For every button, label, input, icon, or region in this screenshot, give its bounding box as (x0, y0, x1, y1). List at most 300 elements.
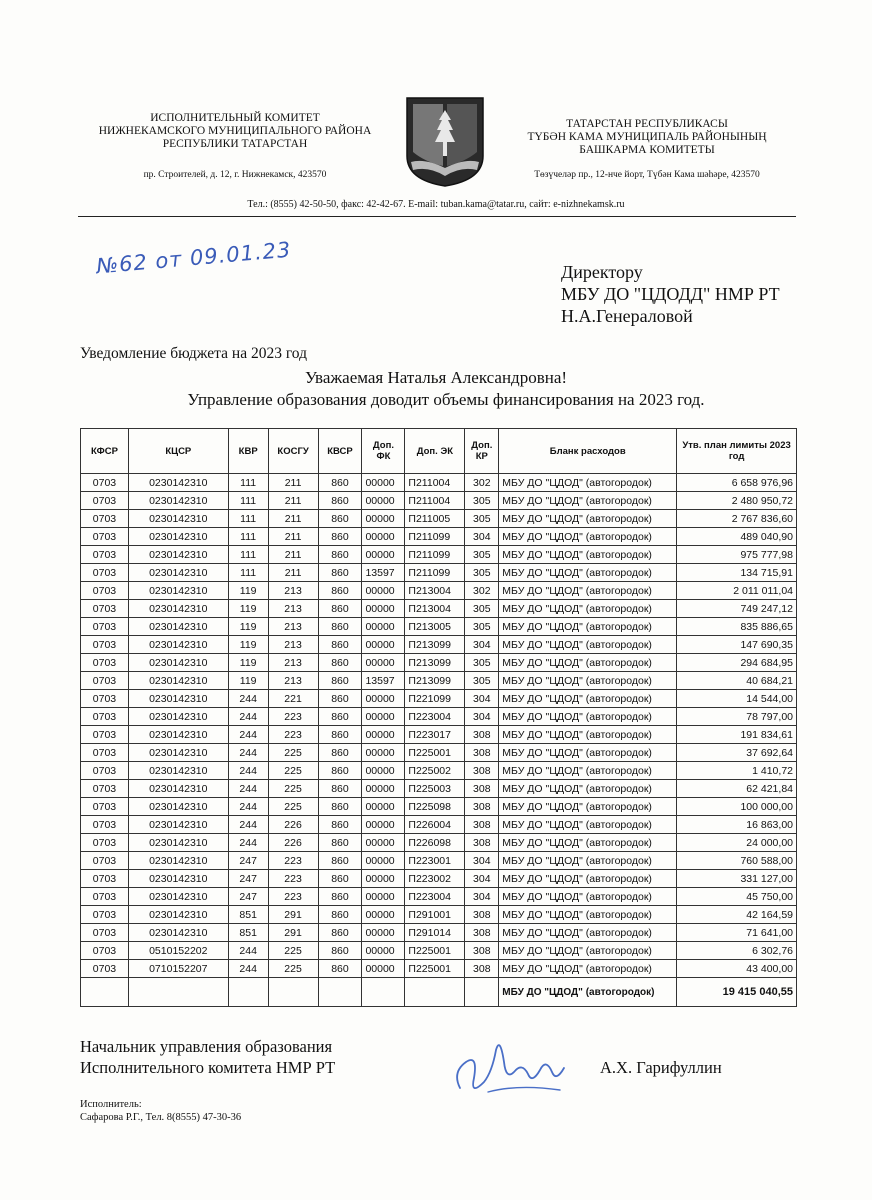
cell-dop-fk: 00000 (362, 960, 405, 978)
cell-kcsr: 0230142310 (128, 762, 228, 780)
cell-kcsr: 0230142310 (128, 600, 228, 618)
cell-dop-ek: П211099 (405, 528, 465, 546)
cell-kcsr: 0230142310 (128, 654, 228, 672)
cell-kcsr: 0230142310 (128, 582, 228, 600)
cell-kcsr: 0230142310 (128, 870, 228, 888)
cell-expense-form: МБУ ДО "ЦДОД" (автогородок) (499, 726, 677, 744)
cell-expense-form: МБУ ДО "ЦДОД" (автогородок) (499, 762, 677, 780)
table-row (81, 708, 797, 726)
cell-dop-kr: 308 (465, 924, 499, 942)
cell-dop-ek: П291001 (405, 906, 465, 924)
executor-contact: Сафарова Р.Г., Тел. 8(8555) 47-30-36 (80, 1112, 242, 1123)
cell-dop-ek: П211005 (405, 510, 465, 528)
cell-approved-limit: 14 544,00 (677, 690, 797, 708)
cell-dop-fk: 13597 (362, 564, 405, 582)
cell-kvr: 119 (228, 672, 268, 690)
cell-approved-limit: 42 164,59 (677, 906, 797, 924)
cell-approved-limit: 43 400,00 (677, 960, 797, 978)
notice-title: Уведомление бюджета на 2023 год (80, 345, 307, 362)
cell-dop-kr: 308 (465, 906, 499, 924)
header-org-tt-line: ТҮБӘН КАМА МУНИЦИПАЛЬ РАЙОНЫНЫҢ (527, 131, 767, 143)
cell-dop-ek: П213004 (405, 582, 465, 600)
col-header-dop-ek: Доп. ЭК (405, 429, 465, 474)
cell-dop-fk: 00000 (362, 906, 405, 924)
cell-kosgu: 225 (268, 780, 318, 798)
addressee (561, 261, 780, 327)
cell-kosgu: 211 (268, 528, 318, 546)
cell-kcsr: 0230142310 (128, 780, 228, 798)
executor-label: Исполнитель: (80, 1099, 142, 1110)
cell-kvr: 119 (228, 636, 268, 654)
cell-dop-fk: 00000 (362, 816, 405, 834)
cell-kvr: 244 (228, 708, 268, 726)
cell-kfsr: 0703 (81, 546, 129, 564)
cell-dop-fk: 00000 (362, 870, 405, 888)
cell-dop-kr: 302 (465, 474, 499, 492)
cell-kcsr: 0230142310 (128, 744, 228, 762)
cell-kvr: 244 (228, 744, 268, 762)
addressee-line: Директору (561, 262, 643, 282)
cell-kosgu: 211 (268, 474, 318, 492)
cell-kosgu: 291 (268, 924, 318, 942)
cell-kosgu: 225 (268, 960, 318, 978)
cell-kcsr: 0230142310 (128, 546, 228, 564)
cell-approved-limit: 71 641,00 (677, 924, 797, 942)
cell-approved-limit: 6 658 976,96 (677, 474, 797, 492)
cell-expense-form: МБУ ДО "ЦДОД" (автогородок) (499, 564, 677, 582)
table-row (81, 780, 797, 798)
cell-dop-kr: 305 (465, 564, 499, 582)
cell-expense-form: МБУ ДО "ЦДОД" (автогородок) (499, 600, 677, 618)
cell-dop-fk: 00000 (362, 852, 405, 870)
cell-dop-kr: 304 (465, 870, 499, 888)
budget-table (80, 428, 797, 1007)
cell-approved-limit: 489 040,90 (677, 528, 797, 546)
cell-kvr: 244 (228, 690, 268, 708)
cell-kcsr: 0230142310 (128, 528, 228, 546)
cell-kfsr: 0703 (81, 672, 129, 690)
cell-expense-form: МБУ ДО "ЦДОД" (автогородок) (499, 834, 677, 852)
table-cell-empty (228, 978, 268, 1007)
cell-kvr: 119 (228, 654, 268, 672)
cell-kvsr: 860 (318, 636, 362, 654)
signatory-position-line: Начальник управления образования (80, 1037, 333, 1056)
cell-approved-limit: 975 777,98 (677, 546, 797, 564)
cell-kfsr: 0703 (81, 834, 129, 852)
cell-approved-limit: 37 692,64 (677, 744, 797, 762)
total-label: МБУ ДО "ЦДОД" (автогородок) (499, 978, 677, 1007)
cell-kvsr: 860 (318, 780, 362, 798)
cell-kvr: 247 (228, 870, 268, 888)
col-header-kosgu: КОСГУ (268, 429, 318, 474)
table-row (81, 852, 797, 870)
cell-dop-fk: 00000 (362, 924, 405, 942)
cell-kvsr: 860 (318, 906, 362, 924)
cell-dop-fk: 00000 (362, 888, 405, 906)
col-header-kcsr: КЦСР (128, 429, 228, 474)
cell-kcsr: 0230142310 (128, 690, 228, 708)
cell-kvr: 111 (228, 564, 268, 582)
executor-info (80, 1098, 241, 1124)
cell-kosgu: 211 (268, 546, 318, 564)
cell-dop-ek: П223001 (405, 852, 465, 870)
cell-kvr: 119 (228, 618, 268, 636)
header-org-tt-line: ТАТАРСТАН РЕСПУБЛИКАСЫ (566, 118, 728, 130)
cell-kvsr: 860 (318, 852, 362, 870)
cell-dop-fk: 00000 (362, 654, 405, 672)
cell-dop-fk: 00000 (362, 546, 405, 564)
cell-dop-fk: 00000 (362, 474, 405, 492)
cell-dop-ek: П291014 (405, 924, 465, 942)
cell-kfsr: 0703 (81, 708, 129, 726)
cell-expense-form: МБУ ДО "ЦДОД" (автогородок) (499, 690, 677, 708)
cell-dop-kr: 305 (465, 510, 499, 528)
cell-dop-kr: 308 (465, 798, 499, 816)
cell-kvr: 244 (228, 834, 268, 852)
cell-dop-kr: 305 (465, 654, 499, 672)
header-address-ru: пр. Строителей, д. 12, г. Нижнекамск, 423570 (143, 170, 327, 180)
cell-expense-form: МБУ ДО "ЦДОД" (автогородок) (499, 636, 677, 654)
cell-dop-ek: П223004 (405, 708, 465, 726)
table-row (81, 528, 797, 546)
cell-dop-kr: 308 (465, 744, 499, 762)
cell-kfsr: 0703 (81, 762, 129, 780)
header-org-ru-line: РЕСПУБЛИКИ ТАТАРСТАН (162, 138, 308, 150)
cell-kvsr: 860 (318, 870, 362, 888)
cell-kcsr: 0230142310 (128, 618, 228, 636)
cell-dop-fk: 00000 (362, 726, 405, 744)
table-row (81, 582, 797, 600)
cell-dop-kr: 304 (465, 636, 499, 654)
table-row (81, 798, 797, 816)
coat-of-arms-icon (405, 96, 485, 188)
table-row (81, 492, 797, 510)
cell-dop-kr: 308 (465, 942, 499, 960)
cell-expense-form: МБУ ДО "ЦДОД" (автогородок) (499, 708, 677, 726)
cell-kfsr: 0703 (81, 744, 129, 762)
cell-kvsr: 860 (318, 564, 362, 582)
cell-dop-kr: 305 (465, 672, 499, 690)
cell-dop-ek: П213099 (405, 654, 465, 672)
cell-kcsr: 0230142310 (128, 834, 228, 852)
table-cell-empty (362, 978, 405, 1007)
cell-dop-ek: П211004 (405, 474, 465, 492)
cell-dop-ek: П221099 (405, 690, 465, 708)
total-sum: 19 415 040,55 (677, 978, 797, 1007)
cell-dop-ek: П211004 (405, 492, 465, 510)
table-row (81, 510, 797, 528)
cell-approved-limit: 6 302,76 (677, 942, 797, 960)
table-cell-empty (318, 978, 362, 1007)
cell-expense-form: МБУ ДО "ЦДОД" (автогородок) (499, 870, 677, 888)
cell-kosgu: 225 (268, 798, 318, 816)
cell-expense-form: МБУ ДО "ЦДОД" (автогородок) (499, 582, 677, 600)
header-contacts: Тел.: (8555) 42-50-50, факс: 42-42-67. E-mail: tuban.kama@tatar.ru, сайт: e-nizhnekamsk.ru (247, 199, 625, 210)
signatory-position-line: Исполнительного комитета НМР РТ (80, 1058, 336, 1077)
cell-kosgu: 226 (268, 816, 318, 834)
cell-kvr: 111 (228, 474, 268, 492)
cell-kvr: 111 (228, 546, 268, 564)
table-cell-empty (405, 978, 465, 1007)
cell-approved-limit: 749 247,12 (677, 600, 797, 618)
cell-kosgu: 225 (268, 762, 318, 780)
cell-expense-form: МБУ ДО "ЦДОД" (автогородок) (499, 528, 677, 546)
cell-kosgu: 211 (268, 492, 318, 510)
cell-dop-fk: 00000 (362, 600, 405, 618)
cell-kvsr: 860 (318, 474, 362, 492)
cell-kvsr: 860 (318, 672, 362, 690)
cell-approved-limit: 100 000,00 (677, 798, 797, 816)
col-header-dop-fk: Доп. ФК (362, 429, 405, 474)
cell-dop-ek: П225001 (405, 942, 465, 960)
cell-dop-kr: 305 (465, 618, 499, 636)
cell-approved-limit: 191 834,61 (677, 726, 797, 744)
addressee-line: МБУ ДО "ЦДОДД" НМР РТ (561, 284, 780, 304)
cell-dop-ek: П226004 (405, 816, 465, 834)
cell-expense-form: МБУ ДО "ЦДОД" (автогородок) (499, 780, 677, 798)
cell-approved-limit: 760 588,00 (677, 852, 797, 870)
cell-kosgu: 213 (268, 582, 318, 600)
cell-kcsr: 0230142310 (128, 672, 228, 690)
cell-approved-limit: 294 684,95 (677, 654, 797, 672)
cell-dop-fk: 00000 (362, 780, 405, 798)
cell-dop-kr: 304 (465, 708, 499, 726)
cell-kcsr: 0230142310 (128, 816, 228, 834)
cell-dop-fk: 00000 (362, 762, 405, 780)
cell-approved-limit: 24 000,00 (677, 834, 797, 852)
cell-dop-kr: 308 (465, 816, 499, 834)
cell-dop-ek: П225001 (405, 960, 465, 978)
cell-dop-kr: 308 (465, 780, 499, 798)
cell-kfsr: 0703 (81, 654, 129, 672)
table-cell-empty (268, 978, 318, 1007)
cell-dop-ek: П223002 (405, 870, 465, 888)
cell-kcsr: 0230142310 (128, 474, 228, 492)
cell-expense-form: МБУ ДО "ЦДОД" (автогородок) (499, 474, 677, 492)
cell-dop-ek: П213099 (405, 636, 465, 654)
cell-kvsr: 860 (318, 834, 362, 852)
cell-expense-form: МБУ ДО "ЦДОД" (автогородок) (499, 744, 677, 762)
cell-kosgu: 223 (268, 870, 318, 888)
cell-dop-fk: 00000 (362, 528, 405, 546)
cell-dop-ek: П213005 (405, 618, 465, 636)
cell-kosgu: 223 (268, 726, 318, 744)
cell-kvr: 851 (228, 924, 268, 942)
cell-kvr: 119 (228, 582, 268, 600)
cell-dop-ek: П225098 (405, 798, 465, 816)
cell-kfsr: 0703 (81, 600, 129, 618)
cell-dop-kr: 305 (465, 600, 499, 618)
cell-kvr: 244 (228, 762, 268, 780)
table-row (81, 654, 797, 672)
cell-kfsr: 0703 (81, 690, 129, 708)
cell-kvsr: 860 (318, 582, 362, 600)
cell-kvr: 244 (228, 726, 268, 744)
table-header-row (81, 429, 797, 474)
cell-kvsr: 860 (318, 618, 362, 636)
col-header-kfsr: КФСР (81, 429, 129, 474)
cell-kvr: 111 (228, 510, 268, 528)
cell-kosgu: 225 (268, 942, 318, 960)
cell-kvr: 244 (228, 780, 268, 798)
cell-kosgu: 223 (268, 852, 318, 870)
table-row (81, 960, 797, 978)
cell-kvr: 111 (228, 492, 268, 510)
cell-kfsr: 0703 (81, 906, 129, 924)
cell-dop-fk: 00000 (362, 636, 405, 654)
cell-kvsr: 860 (318, 960, 362, 978)
cell-kosgu: 211 (268, 564, 318, 582)
cell-approved-limit: 835 886,65 (677, 618, 797, 636)
cell-dop-ek: П225003 (405, 780, 465, 798)
cell-kvsr: 860 (318, 690, 362, 708)
cell-kfsr: 0703 (81, 780, 129, 798)
cell-kvsr: 860 (318, 798, 362, 816)
cell-dop-fk: 13597 (362, 672, 405, 690)
table-cell-empty (81, 978, 129, 1007)
cell-dop-ek: П213099 (405, 672, 465, 690)
cell-dop-kr: 305 (465, 492, 499, 510)
cell-kfsr: 0703 (81, 582, 129, 600)
cell-dop-fk: 00000 (362, 744, 405, 762)
table-row (81, 600, 797, 618)
header-org-ru-line: ИСПОЛНИТЕЛЬНЫЙ КОМИТЕТ (150, 112, 320, 124)
cell-dop-ek: П223017 (405, 726, 465, 744)
cell-expense-form: МБУ ДО "ЦДОД" (автогородок) (499, 924, 677, 942)
cell-expense-form: МБУ ДО "ЦДОД" (автогородок) (499, 618, 677, 636)
cell-kfsr: 0703 (81, 510, 129, 528)
cell-kosgu: 213 (268, 618, 318, 636)
cell-kosgu: 213 (268, 654, 318, 672)
table-cell-empty (128, 978, 228, 1007)
cell-approved-limit: 62 421,84 (677, 780, 797, 798)
cell-kvsr: 860 (318, 726, 362, 744)
cell-dop-kr: 308 (465, 726, 499, 744)
cell-kvr: 244 (228, 816, 268, 834)
cell-dop-fk: 00000 (362, 798, 405, 816)
table-row (81, 546, 797, 564)
cell-kfsr: 0703 (81, 888, 129, 906)
cell-approved-limit: 147 690,35 (677, 636, 797, 654)
cell-expense-form: МБУ ДО "ЦДОД" (автогородок) (499, 492, 677, 510)
cell-kcsr: 0230142310 (128, 924, 228, 942)
cell-kosgu: 225 (268, 744, 318, 762)
table-row (81, 474, 797, 492)
cell-approved-limit: 16 863,00 (677, 816, 797, 834)
cell-expense-form: МБУ ДО "ЦДОД" (автогородок) (499, 672, 677, 690)
cell-expense-form: МБУ ДО "ЦДОД" (автогородок) (499, 546, 677, 564)
cell-kvsr: 860 (318, 816, 362, 834)
cell-dop-ek: П226098 (405, 834, 465, 852)
cell-dop-kr: 305 (465, 546, 499, 564)
cell-kvsr: 860 (318, 510, 362, 528)
salutation: Уважаемая Наталья Александровна! (304, 368, 568, 387)
cell-kfsr: 0703 (81, 960, 129, 978)
cell-kcsr: 0230142310 (128, 726, 228, 744)
cell-approved-limit: 40 684,21 (677, 672, 797, 690)
cell-expense-form: МБУ ДО "ЦДОД" (автогородок) (499, 960, 677, 978)
table-total-row (81, 978, 797, 1007)
cell-approved-limit: 2 767 836,60 (677, 510, 797, 528)
cell-kcsr: 0710152207 (128, 960, 228, 978)
cell-dop-fk: 00000 (362, 618, 405, 636)
cell-kfsr: 0703 (81, 852, 129, 870)
cell-kvsr: 860 (318, 492, 362, 510)
cell-dop-kr: 304 (465, 690, 499, 708)
cell-expense-form: МБУ ДО "ЦДОД" (автогородок) (499, 654, 677, 672)
cell-kvr: 851 (228, 906, 268, 924)
cell-kosgu: 221 (268, 690, 318, 708)
cell-dop-ek: П223004 (405, 888, 465, 906)
cell-kcsr: 0230142310 (128, 492, 228, 510)
header-org-tt (492, 118, 802, 157)
cell-kvr: 111 (228, 528, 268, 546)
cell-dop-kr: 302 (465, 582, 499, 600)
cell-expense-form: МБУ ДО "ЦДОД" (автогородок) (499, 906, 677, 924)
col-header-expense-form: Бланк расходов (499, 429, 677, 474)
cell-kfsr: 0703 (81, 870, 129, 888)
cell-approved-limit: 331 127,00 (677, 870, 797, 888)
cell-expense-form: МБУ ДО "ЦДОД" (автогородок) (499, 942, 677, 960)
cell-kcsr: 0230142310 (128, 888, 228, 906)
cell-expense-form: МБУ ДО "ЦДОД" (автогородок) (499, 852, 677, 870)
cell-kosgu: 213 (268, 636, 318, 654)
cell-kosgu: 213 (268, 600, 318, 618)
cell-kcsr: 0230142310 (128, 708, 228, 726)
cell-kvr: 119 (228, 600, 268, 618)
cell-kvr: 247 (228, 852, 268, 870)
cell-kvr: 244 (228, 798, 268, 816)
table-row (81, 906, 797, 924)
cell-kvsr: 860 (318, 546, 362, 564)
cell-dop-fk: 00000 (362, 690, 405, 708)
cell-dop-fk: 00000 (362, 708, 405, 726)
header-divider (78, 216, 796, 217)
cell-kcsr: 0230142310 (128, 798, 228, 816)
cell-kfsr: 0703 (81, 492, 129, 510)
cell-kcsr: 0510152202 (128, 942, 228, 960)
cell-dop-fk: 00000 (362, 582, 405, 600)
cell-kosgu: 213 (268, 672, 318, 690)
cell-dop-fk: 00000 (362, 492, 405, 510)
cell-kfsr: 0703 (81, 474, 129, 492)
table-row (81, 636, 797, 654)
cell-dop-fk: 00000 (362, 834, 405, 852)
cell-kcsr: 0230142310 (128, 510, 228, 528)
cell-approved-limit: 45 750,00 (677, 888, 797, 906)
cell-kvsr: 860 (318, 654, 362, 672)
table-body (81, 474, 797, 978)
table-row (81, 726, 797, 744)
cell-kosgu: 223 (268, 888, 318, 906)
cell-kosgu: 223 (268, 708, 318, 726)
header-org-ru-line: НИЖНЕКАМСКОГО МУНИЦИПАЛЬНОГО РАЙОНА (98, 125, 372, 137)
cell-approved-limit: 134 715,91 (677, 564, 797, 582)
cell-dop-kr: 304 (465, 888, 499, 906)
cell-expense-form: МБУ ДО "ЦДОД" (автогородок) (499, 888, 677, 906)
cell-kfsr: 0703 (81, 798, 129, 816)
table-cell-empty (465, 978, 499, 1007)
cell-kosgu: 291 (268, 906, 318, 924)
cell-kvsr: 860 (318, 708, 362, 726)
table-row (81, 942, 797, 960)
cell-kcsr: 0230142310 (128, 636, 228, 654)
cell-expense-form: МБУ ДО "ЦДОД" (автогородок) (499, 510, 677, 528)
cell-dop-ek: П225002 (405, 762, 465, 780)
table-row (81, 690, 797, 708)
cell-kfsr: 0703 (81, 636, 129, 654)
cell-kosgu: 211 (268, 510, 318, 528)
